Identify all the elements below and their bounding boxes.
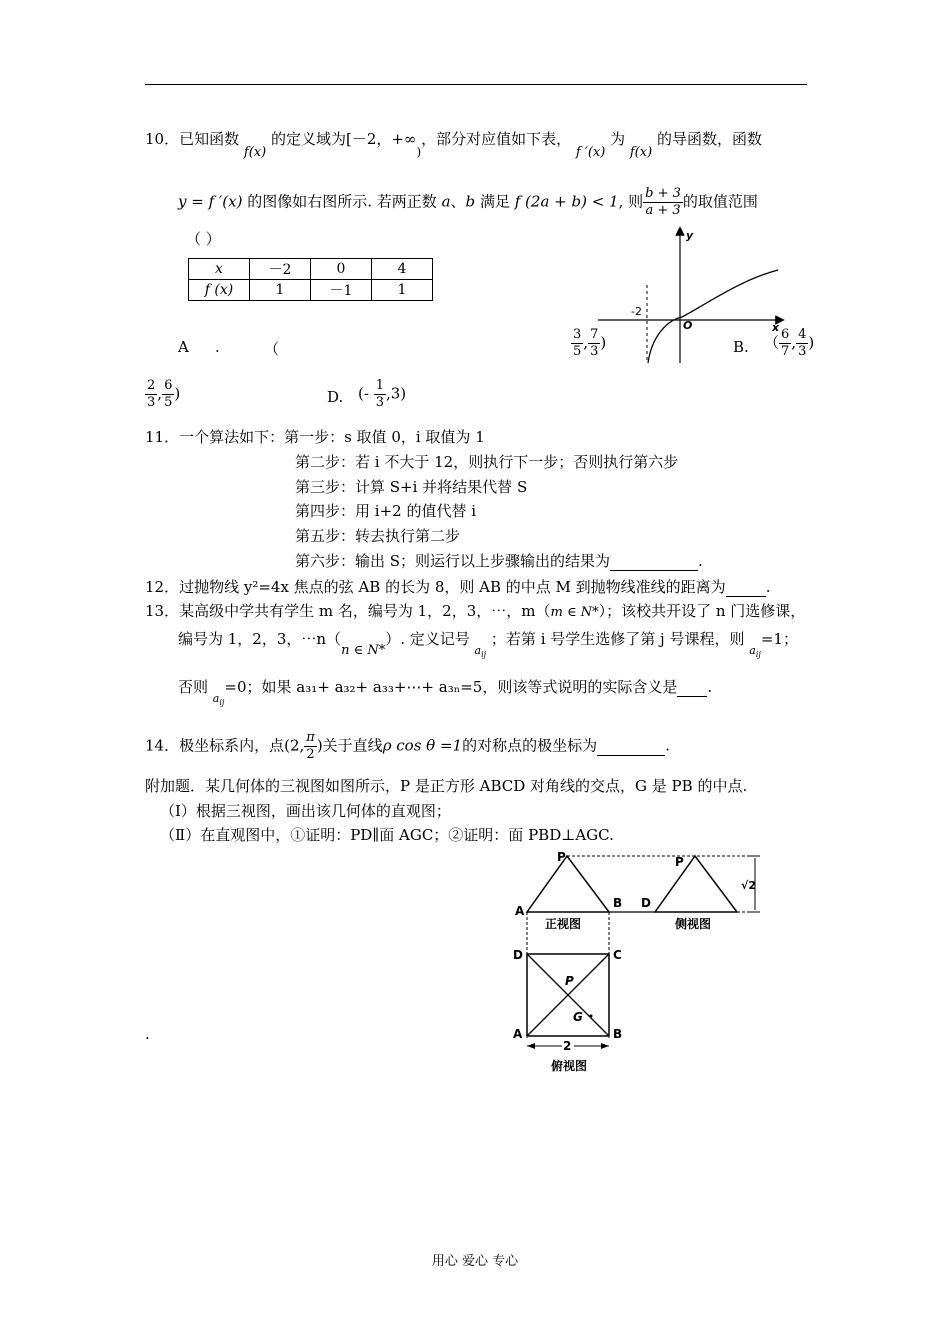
q13-line2 — [178, 628, 798, 660]
frac-den: 7 — [781, 344, 790, 359]
table-row — [189, 280, 433, 301]
q13-line2-end: =1； — [760, 630, 798, 648]
q11-line3: 第三步：计算 S+i 并将结果代替 S — [295, 478, 528, 496]
label-b: B — [613, 1027, 623, 1041]
q10-answer-paren: （ ） — [186, 230, 221, 248]
table-cell: 4 — [372, 259, 433, 280]
q13-aij-sub: ij — [481, 650, 487, 660]
q10-then: , 则 — [618, 192, 644, 211]
q10-number: 10． — [145, 130, 180, 148]
q10-frac-num: b + 3 — [645, 186, 681, 201]
height-label: √2 — [741, 879, 756, 892]
q10-text5: 的导函数，函数 — [656, 130, 762, 148]
q13-end: . — [707, 678, 713, 696]
arrow-left — [527, 1043, 535, 1049]
q14-pi: π — [306, 730, 315, 745]
frac-num: 4 — [798, 327, 807, 342]
q13-line3 — [178, 676, 713, 708]
frac-den: 5 — [573, 344, 582, 359]
close-paren: ) — [600, 333, 607, 352]
q12-end: . — [765, 578, 771, 596]
frac-den: 3 — [375, 395, 384, 410]
table-cell: －2 — [250, 259, 311, 280]
label-p: P — [675, 855, 684, 869]
frac-den: 3 — [590, 344, 599, 359]
q13-line2-mid2: ；若第 i 号学生选修了第 j 号课程，则 — [490, 630, 745, 648]
open-paren: (- — [358, 384, 369, 403]
q14-text3: 的对称点的极坐标为 — [462, 736, 598, 755]
q10-b: b — [465, 192, 476, 211]
frac-num: 1 — [375, 378, 384, 393]
front-view-label: 正视图 — [545, 917, 582, 931]
q10-line1 — [145, 128, 762, 160]
frac-num: 6 — [164, 378, 173, 393]
label-b: B — [613, 896, 623, 910]
q14-line — [145, 730, 670, 763]
label-c: C — [613, 948, 622, 962]
option-b-label: B. — [733, 338, 749, 356]
label-g: G — [573, 1010, 583, 1024]
table-cell: 1 — [250, 280, 311, 301]
q11-line5: 第五步：转去执行第二步 — [295, 527, 461, 545]
q10-fx: f(x) — [243, 145, 267, 160]
q12-text: 12．过抛物线 y²=4x 焦点的弦 AB 的长为 8，则 AB 的中点 M 到抛物线准线的距离为 — [145, 578, 726, 596]
q10-fx2: f(x) — [629, 145, 653, 160]
point-g — [590, 1015, 593, 1018]
q10-paren: ) — [416, 145, 422, 159]
side-view-label: 侧视图 — [675, 917, 712, 931]
three-view-figure — [505, 848, 775, 1078]
option-a-value: $\frac{3}{5}$ , $\frac{7}{3}$ ) — [573, 327, 607, 359]
q13-aij-sub: ij — [219, 698, 225, 708]
q14-answer-blank[interactable] — [597, 737, 665, 756]
label-d: D — [513, 948, 523, 962]
q14-point-open: (2, — [284, 736, 305, 755]
q13-line1-end: ）；该校共开设了 n 门选修课， — [598, 602, 806, 620]
q13-line3-mid: =0；如果 a₃₁+ a₃₂+ a₃₃+⋯+ a₃ₙ=5，则该等式说明的实际含义是 — [224, 678, 678, 696]
q11-line1: 11．一个算法如下：第一步：s 取值 0，i 取值为 1 — [145, 428, 485, 446]
close-paren: ) — [174, 384, 181, 403]
q10-line2-text: 的图像如右图所示. 若两正数 — [247, 192, 437, 211]
table-row — [189, 259, 433, 280]
q13-line1 — [145, 600, 805, 621]
q10-text3: ，部分对应值如下表， — [421, 130, 572, 148]
graph-tick-label: -2 — [631, 305, 642, 318]
option-a-label: A — [178, 338, 189, 356]
q14-point-close: ) — [316, 736, 323, 755]
q10-fpx: f ′(x) — [575, 145, 606, 160]
q11-line6 — [295, 550, 703, 571]
page-footer: 用心 爱心 专心 — [431, 1254, 519, 1269]
table-cell: f (x) — [189, 280, 250, 301]
q10-y-eq: y = f ′(x) — [178, 192, 243, 211]
option-d-rest: ,3) — [385, 384, 407, 403]
q10-text1: 已知函数 — [179, 130, 240, 148]
q14-end: . — [665, 736, 670, 755]
table-cell: －1 — [311, 280, 372, 301]
label-d: D — [641, 896, 651, 910]
q10-line2-text2: 满足 — [479, 192, 510, 211]
frac-num: 7 — [590, 327, 599, 342]
extra-dot: . — [145, 1025, 150, 1043]
top-view-label: 俯视图 — [551, 1059, 588, 1073]
q10-text2: 的定义域为[－2，+∞ — [270, 130, 417, 148]
q11-line2: 第二步：若 i 不大于 12，则执行下一步；否则执行第六步 — [295, 453, 679, 471]
q12-answer-blank[interactable] — [726, 578, 766, 597]
option-a-dot: . — [215, 338, 220, 356]
label-a: A — [513, 1027, 523, 1041]
q11-answer-blank[interactable] — [610, 552, 698, 571]
graph-y-label: y — [686, 229, 694, 242]
option-b-value: （ $\frac{6}{7}$ , $\frac{4}{3}$ ) — [764, 327, 815, 359]
frac-den: 3 — [147, 395, 156, 410]
q10-fraction — [643, 186, 683, 219]
front-view — [527, 856, 609, 912]
q12-line — [145, 576, 770, 597]
q11-line4: 第四步：用 i+2 的值代替 i — [295, 502, 477, 520]
option-d-value — [358, 378, 406, 411]
frac-num: 6 — [781, 327, 790, 342]
open-paren: （ — [764, 333, 780, 352]
label-p: P — [565, 974, 574, 988]
frac-num: 2 — [147, 378, 156, 393]
q10-text4: 为 — [610, 130, 626, 148]
q10-line2 — [178, 186, 758, 219]
arrow-right — [601, 1043, 609, 1049]
q13-aij: a — [474, 644, 482, 657]
option-d-label: D. — [327, 388, 344, 406]
q10-a: a — [441, 192, 451, 211]
label-p: P — [557, 850, 566, 864]
q13-line1-text: 13．某高级中学共有学生 m 名，编号为 1，2，3，⋯，m（ — [145, 602, 551, 620]
extra-line3: （Ⅱ）在直观图中，①证明：PD∥面 AGC；②证明：面 PBD⊥AGC. — [160, 826, 614, 844]
q13-aij: a — [212, 692, 220, 705]
q13-answer-blank[interactable] — [677, 678, 707, 697]
graph-origin-label: O — [683, 319, 693, 332]
q11-end: . — [698, 552, 703, 570]
q11-line6-text: 第六步：输出 S；则运行以上步骤输出的结果为 — [295, 552, 611, 570]
q13-line2-text: 编号为 1，2，3，⋯n（ — [178, 630, 342, 648]
q13-aij: a — [749, 644, 756, 657]
q10-line2-text3: 的取值范围 — [682, 192, 758, 211]
frac-den: 3 — [798, 344, 807, 359]
q13-aij-sub: ij — [755, 650, 761, 660]
side-view — [655, 856, 737, 912]
q13-line3-start: 否则 — [178, 678, 209, 696]
table-cell: 0 — [311, 259, 372, 280]
q10-frac-den: a + 3 — [645, 203, 681, 218]
option-a-paren: （ — [264, 340, 280, 358]
table-cell: x — [189, 259, 250, 280]
width-label: 2 — [563, 1039, 572, 1053]
q14-text1: 14．极坐标系内，点 — [145, 736, 285, 755]
table-cell: 1 — [372, 280, 433, 301]
extra-line2: （Ⅰ）根据三视图，画出该几何体的直观图； — [160, 802, 451, 820]
extra-line1: 附加题．某几何体的三视图如图所示，P 是正方形 ABCD 对角线的交点，G 是 PB 的中点. — [145, 777, 748, 795]
q10-inequality: f (2a + b) < 1 — [514, 192, 619, 211]
q14-two: 2 — [306, 747, 315, 762]
q14-text2: 关于直线 — [322, 736, 383, 755]
label-a: A — [515, 904, 525, 918]
value-table — [188, 258, 433, 301]
frac-num: 3 — [573, 327, 582, 342]
q14-line-eq: ρ cos θ =1 — [382, 736, 463, 755]
option-c-value: $\frac{2}{3}$ , $\frac{6}{5}$ ) — [147, 378, 181, 410]
derivative-graph — [590, 225, 790, 365]
q13-cond-n: n ∈ N* — [341, 643, 386, 658]
frac-den: 5 — [164, 395, 173, 410]
close-paren: ) — [808, 333, 815, 352]
q13-cond-m: m ∈ N* — [550, 605, 599, 620]
derivative-curve — [648, 270, 778, 363]
q13-line2-mid: ）. 定义记号 — [385, 630, 470, 648]
header-rule — [145, 84, 807, 85]
q10-sep: 、 — [450, 192, 466, 211]
graph-x-label: x — [772, 321, 780, 334]
